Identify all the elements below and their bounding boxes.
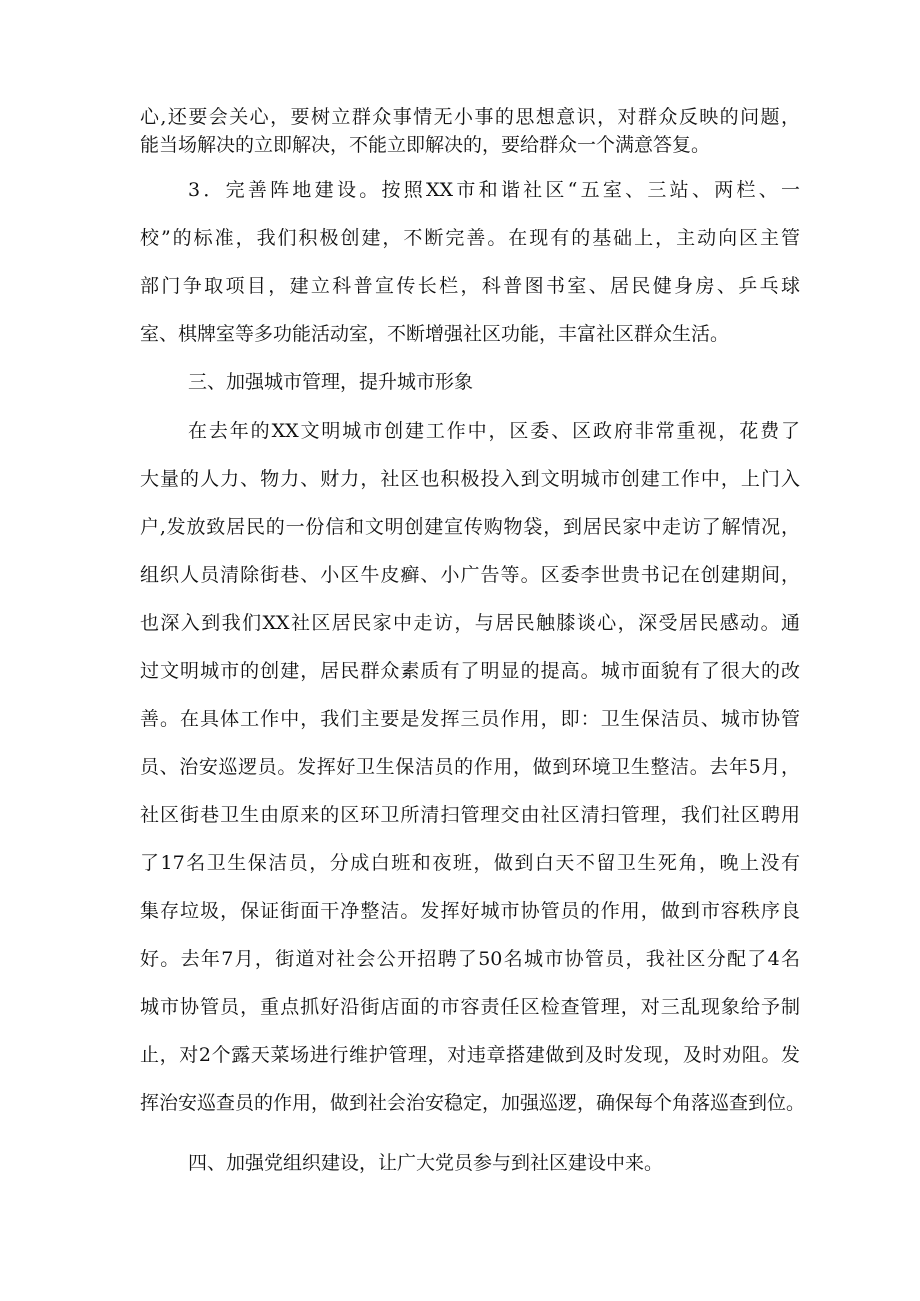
- section-heading: 三、加强城市管理，提升城市形象: [188, 371, 474, 393]
- paragraph-line: 部门争取项目，建立科普宣传长栏，科普图书室、居民健身房、乒乓球: [140, 275, 800, 297]
- paragraph-line: 能当场解决的立即解决，不能立即解决的，要给群众一个满意答复。: [140, 134, 711, 156]
- paragraph-line: 止，对2个露天菜场进行维护管理，对违章搭建做到及时发现，及时劝阻。发: [140, 1044, 800, 1066]
- paragraph-line: 社区街巷卫生由原来的区环卫所清扫管理交由社区清扫管理，我们社区聘用: [140, 804, 800, 826]
- paragraph-line: 员、治安巡逻员。发挥好卫生保洁员的作用，做到环境卫生整洁。去年5月，: [140, 756, 800, 778]
- paragraph-line: 3．完善阵地建设。按照XX市和谐社区“五室、三站、两栏、一: [188, 179, 800, 201]
- paragraph-line: 过文明城市的创建，居民群众素质有了明显的提高。城市面貌有了很大的改: [140, 660, 800, 682]
- paragraph-line: 善。在具体工作中，我们主要是发挥三员作用，即：卫生保洁员、城市协管: [140, 708, 800, 730]
- paragraph-line: 好。去年7月，街道对社会公开招聘了50名城市协管员，我社区分配了4名: [140, 948, 800, 970]
- paragraph-line: 室、棋牌室等多功能活动室，不断增强社区功能，丰富社区群众生活。: [140, 323, 730, 345]
- paragraph-line: 了17名卫生保洁员，分成白班和夜班，做到白天不留卫生死角，晚上没有: [140, 852, 800, 874]
- paragraph-line: 校”的标准，我们积极创建，不断完善。在现有的基础上，主动向区主管: [140, 227, 800, 249]
- paragraph-line: 组织人员清除街巷、小区牛皮癣、小广告等。区委李世贵书记在创建期间，: [140, 564, 800, 586]
- section-heading: 四、加强党组织建设，让广大党员参与到社区建设中来。: [188, 1152, 664, 1174]
- paragraph-line: 集存垃圾，保证街面干净整洁。发挥好城市协管员的作用，做到市容秩序良: [140, 900, 800, 922]
- paragraph-line: 户,发放致居民的一份信和文明创建宣传购物袋，到居民家中走访了解情况，: [140, 516, 800, 538]
- paragraph-line: 城市协管员，重点抓好沿街店面的市容责任区检查管理，对三乱现象给予制: [140, 996, 800, 1018]
- paragraph-line: 心,还要会关心，要树立群众事情无小事的思想意识，对群众反映的问题，: [140, 106, 800, 128]
- paragraph-line: 大量的人力、物力、财力，社区也积极投入到文明城市创建工作中，上门入: [140, 468, 800, 490]
- paragraph-line: 也深入到我们XX社区居民家中走访，与居民触膝谈心，深受居民感动。通: [140, 612, 800, 634]
- paragraph-line: 挥治安巡查员的作用，做到社会治安稳定，加强巡逻，确保每个角落巡查到位。: [140, 1092, 806, 1114]
- paragraph-line: 在去年的XX文明城市创建工作中，区委、区政府非常重视，花费了: [188, 420, 800, 442]
